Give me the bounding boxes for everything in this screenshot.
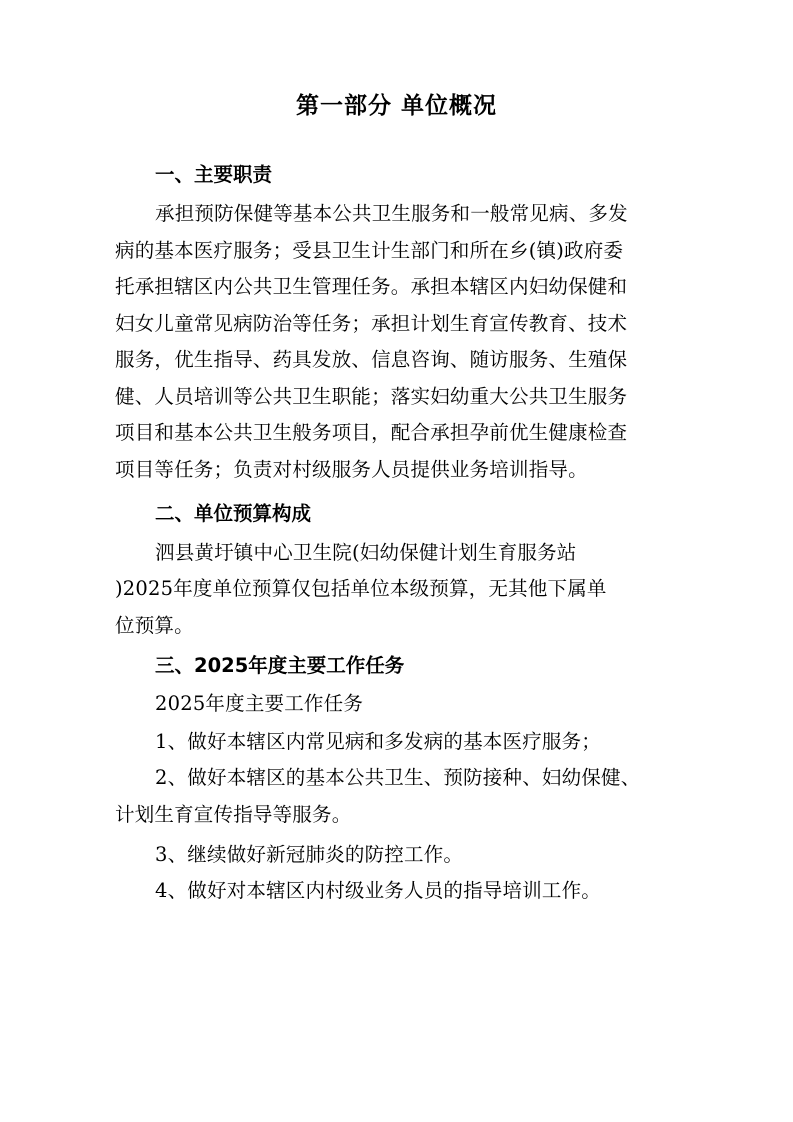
section-heading-main-tasks: 三、2025年度主要工作任务	[155, 654, 405, 677]
paragraph-line: 病的基本医疗服务；受县卫生计生部门和所在乡(镇)政府委	[115, 239, 624, 262]
paragraph-line: 项目和基本公共卫生般务项目，配合承担孕前优生健康检查	[115, 421, 628, 444]
paragraph-line: 2025年度主要工作任务	[155, 692, 364, 715]
section-heading-main-duties: 一、主要职责	[155, 163, 273, 186]
paragraph-line: 项目等任务；负责对村级服务人员提供业务培训指导。	[115, 458, 588, 481]
paragraph-line: 计划生育宣传指导等服务。	[115, 803, 352, 826]
paragraph-line: 服务，优生指导、药具发放、信息咨询、随访服务、生殖保	[115, 348, 628, 371]
paragraph-line: 健、人员培训等公共卫生职能；落实妇幼重大公共卫生服务	[115, 385, 628, 408]
page-title: 第一部分 单位概况	[295, 93, 497, 119]
section-heading-budget-composition: 二、单位预算构成	[155, 502, 312, 525]
list-item: 1、做好本辖区内常见病和多发病的基本医疗服务；	[155, 730, 602, 753]
paragraph-line: )2025年度单位预算仅包括单位本级预算，无其他下属单	[115, 577, 607, 600]
paragraph-line: 泗县黄圩镇中心卫生院(妇幼保健计划生育服务站	[155, 541, 577, 564]
paragraph-line: 妇女儿童常见病防治等任务；承担计划生育宣传教育、技术	[115, 312, 628, 335]
paragraph-line: 位预算。	[115, 614, 194, 637]
list-item: 3、继续做好新冠肺炎的防控工作。	[155, 843, 464, 866]
list-item: 4、做好对本辖区内村级业务人员的指导培训工作。	[155, 879, 602, 902]
paragraph-line: 承担预防保健等基本公共卫生服务和一般常见病、多发	[155, 202, 628, 225]
list-item: 2、做好本辖区的基本公共卫生、预防接种、妇幼保健、	[155, 766, 641, 789]
paragraph-line: 托承担辖区内公共卫生管理任务。承担本辖区内妇幼保健和	[115, 275, 628, 298]
